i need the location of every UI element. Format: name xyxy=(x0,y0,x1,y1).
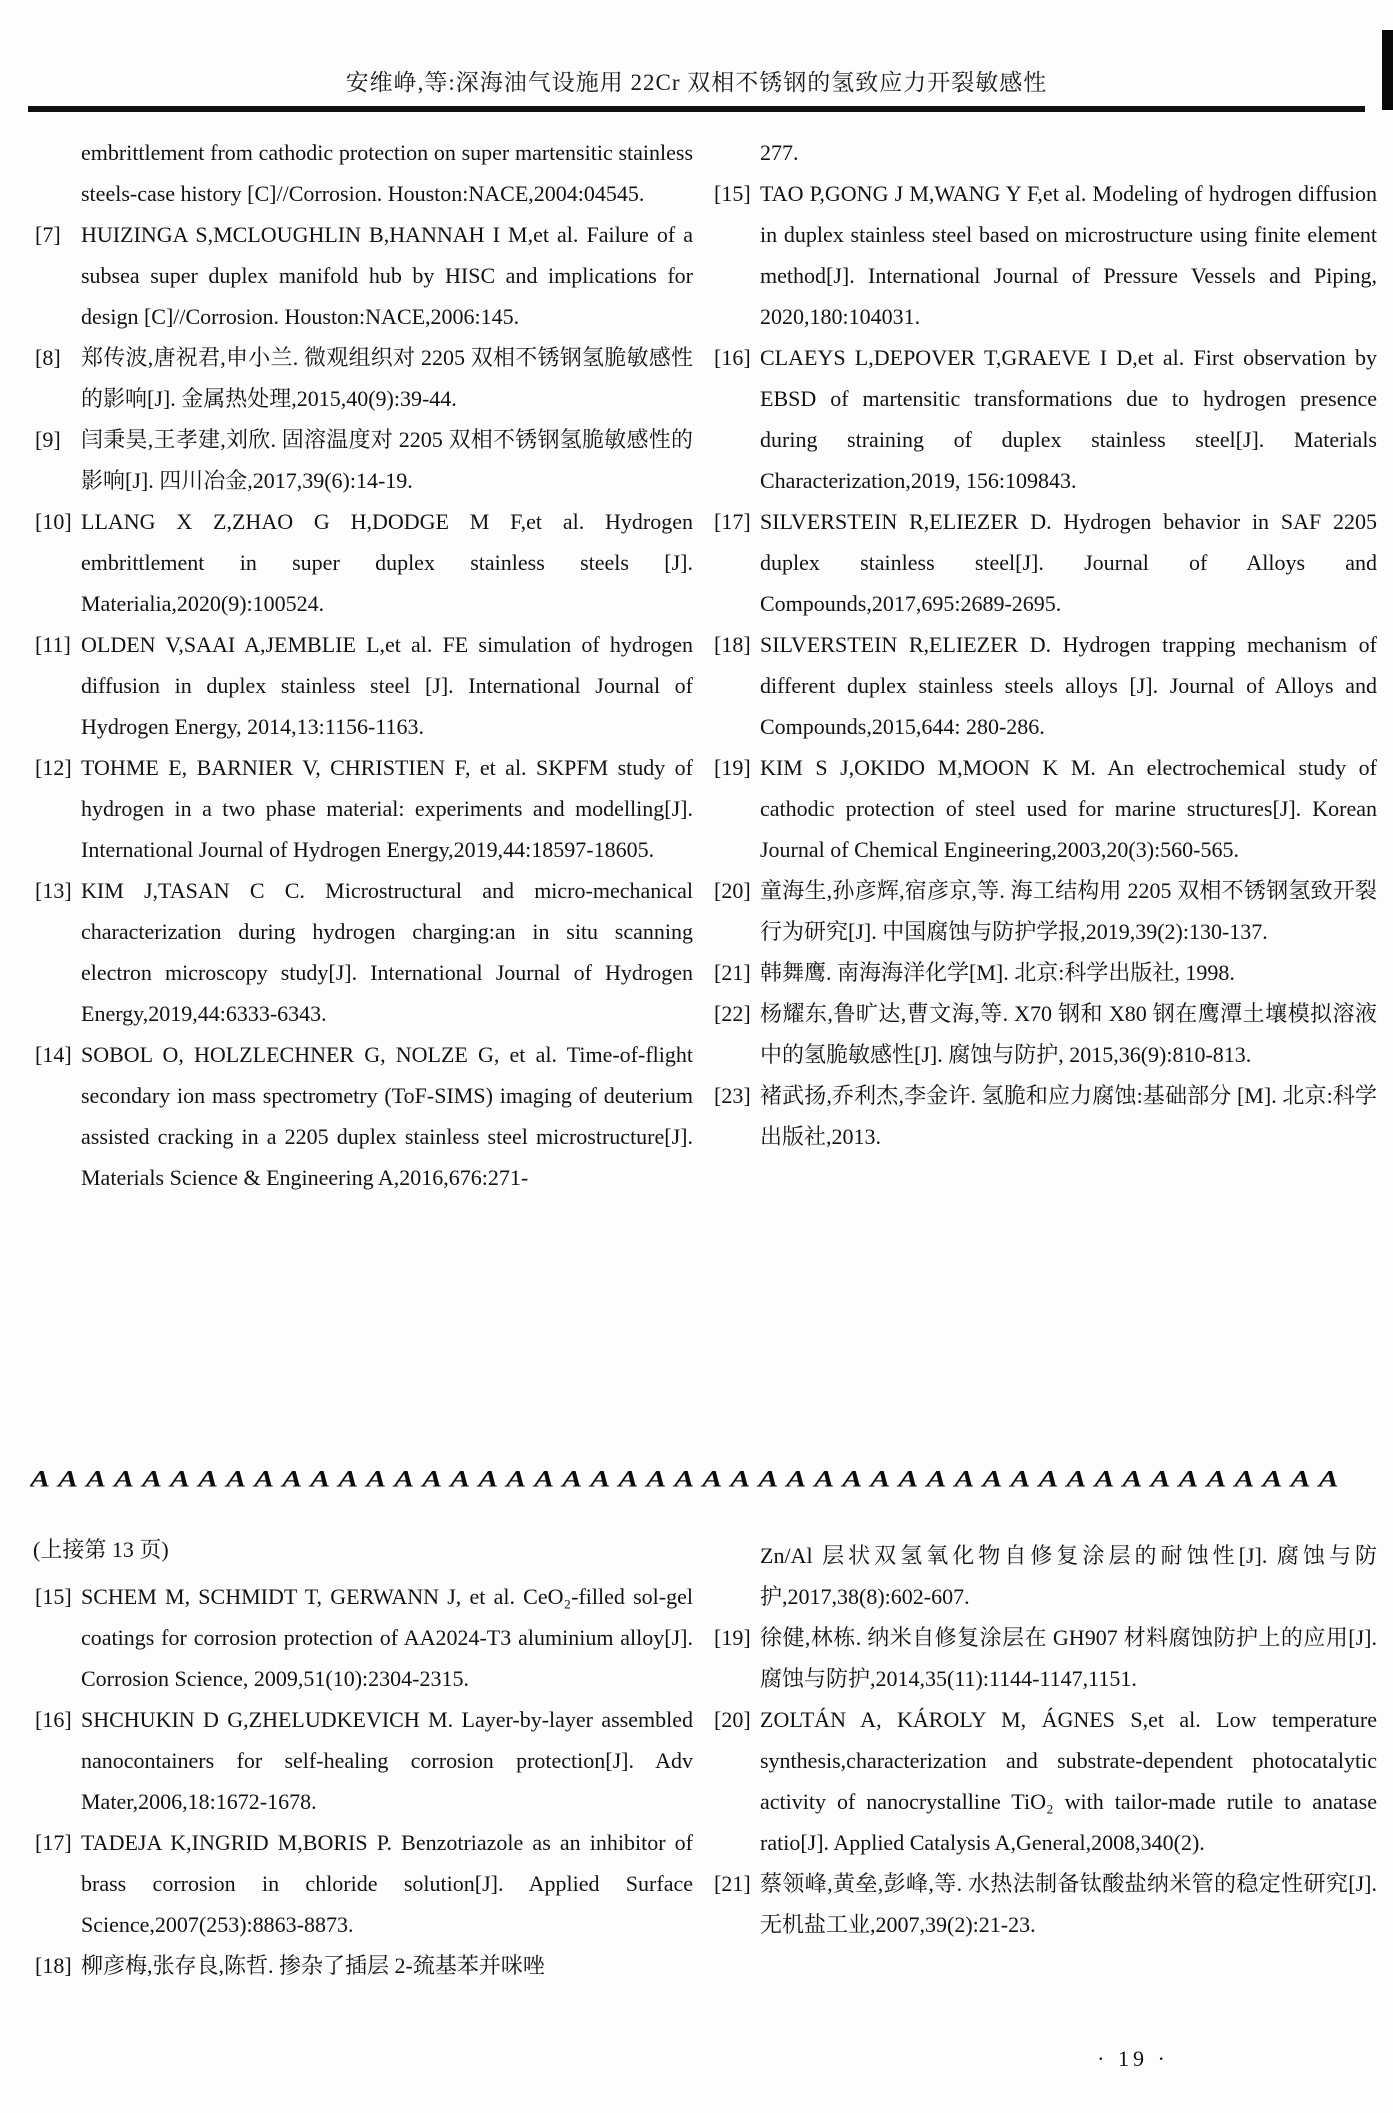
page-number: · 19 · xyxy=(1097,2046,1169,2071)
reference-continuation xyxy=(712,1535,1377,1617)
reference-label: [20] xyxy=(714,1707,751,1732)
reference-label: [7] xyxy=(35,222,61,247)
reference-item xyxy=(33,870,693,1034)
reference-item xyxy=(33,624,693,747)
reference-label: [23] xyxy=(714,1083,751,1108)
reference-item xyxy=(33,1945,693,1986)
reference-label: [11] xyxy=(35,632,71,657)
reference-item xyxy=(712,993,1377,1075)
references-column-bottom-right xyxy=(712,1535,1377,1945)
reference-item xyxy=(33,747,693,870)
reference-text: 闫秉昊,王孝建,刘欣. 固溶温度对 2205 双相不锈钢氢脆敏感性的影响[J]. 四川冶金,2017,39(6):14-19. xyxy=(81,427,693,493)
reference-text: KIM S J,OKIDO M,MOON K M. An electrochemical study of cathodic protection of steel used for marine structures[J]. Korean Journal of Chemical Engineering,2003,20(3):560-565. xyxy=(760,755,1377,862)
reference-item xyxy=(712,1075,1377,1157)
continued-from-note: (上接第 13 页) xyxy=(33,1537,169,1562)
reference-label: [10] xyxy=(35,509,72,534)
reference-label: [17] xyxy=(35,1830,72,1855)
reference-item xyxy=(33,419,693,501)
reference-text: ZOLTÁN A, KÁROLY M, ÁGNES S,et al. Low temperature synthesis,characterization and substrate-dependent photocatalytic activity of nanocrystalline TiO₂ with tailor-made rutile to anatase ratio[J]. Applied Catalysis A,General,2008,340(2). xyxy=(760,1707,1377,1855)
reference-text: 277. xyxy=(760,140,799,165)
reference-item xyxy=(712,624,1377,747)
reference-text: 褚武扬,乔利杰,李金许. 氢脆和应力腐蚀:基础部分 [M]. 北京:科学出版社,2013. xyxy=(760,1083,1377,1149)
reference-item xyxy=(33,1699,693,1822)
reference-text: CLAEYS L,DEPOVER T,GRAEVE I D,et al. First observation by EBSD of martensitic transformations due to hydrogen presence during straining of duplex stainless steel[J]. Materials Characterization,2019, 156:109843. xyxy=(760,345,1377,493)
reference-text: 蔡领峰,黄垒,彭峰,等. 水热法制备钛酸盐纳米管的稳定性研究[J]. 无机盐工业,2007,39(2):21-23. xyxy=(760,1871,1377,1937)
reference-text: KIM J,TASAN C C. Microstructural and micro-mechanical characterization during hydrogen charging:an in situ scanning electron microscopy study[J]. International Journal of Hydrogen Energy,2019,44:6333-6343. xyxy=(81,878,693,1026)
reference-item xyxy=(33,1822,693,1945)
reference-label: [18] xyxy=(35,1953,72,1978)
reference-item xyxy=(712,1699,1377,1863)
reference-label: [18] xyxy=(714,632,751,657)
reference-label: [13] xyxy=(35,878,72,903)
reference-label: [15] xyxy=(714,181,751,206)
reference-text: HUIZINGA S,MCLOUGHLIN B,HANNAH I M,et al. Failure of a subsea super duplex manifold hub by HISC and implications for design [C]//Corrosion. Houston:NACE,2006:145. xyxy=(81,222,693,329)
reference-item xyxy=(712,870,1377,952)
reference-text: SILVERSTEIN R,ELIEZER D. Hydrogen trapping mechanism of different duplex stainless steels alloys [J]. Journal of Alloys and Compounds,2015,644: 280-286. xyxy=(760,632,1377,739)
reference-item xyxy=(33,214,693,337)
reference-label: [17] xyxy=(714,509,751,534)
reference-label: [21] xyxy=(714,1871,751,1896)
reference-item xyxy=(712,747,1377,870)
reference-label: [15] xyxy=(35,1584,72,1609)
header-rule xyxy=(28,106,1365,112)
reference-label: [19] xyxy=(714,755,751,780)
reference-text: 韩舞鹰. 南海海洋化学[M]. 北京:科学出版社, 1998. xyxy=(760,960,1235,985)
reference-item xyxy=(712,337,1377,501)
reference-text: Zn/Al 层状双氢氧化物自修复涂层的耐蚀性[J]. 腐蚀与防护,2017,38(8):602-607. xyxy=(760,1543,1377,1609)
reference-item xyxy=(712,1863,1377,1945)
reference-text: 杨耀东,鲁旷达,曹文海,等. X70 钢和 X80 钢在鹰潭土壤模拟溶液中的氢脆敏感性[J]. 腐蚀与防护, 2015,36(9):810-813. xyxy=(760,1001,1377,1067)
running-title: 安维峥,等:深海油气设施用 22Cr 双相不锈钢的氢致应力开裂敏感性 xyxy=(345,70,1048,95)
reference-text: 徐健,林栋. 纳米自修复涂层在 GH907 材料腐蚀防护上的应用[J]. 腐蚀与防护,2014,35(11):1144-1147,1151. xyxy=(760,1625,1377,1691)
reference-label: [16] xyxy=(35,1707,72,1732)
reference-label: [14] xyxy=(35,1042,72,1067)
reference-label: [21] xyxy=(714,960,751,985)
reference-label: [12] xyxy=(35,755,72,780)
reference-label: [8] xyxy=(35,345,61,370)
reference-item xyxy=(33,501,693,624)
reference-item xyxy=(33,1034,693,1198)
reference-item xyxy=(712,173,1377,337)
reference-text: SOBOL O, HOLZLECHNER G, NOLZE G, et al. Time-of-flight secondary ion mass spectrometry (ToF-SIMS) imaging of deuterium assisted cracking in a 2205 duplex stainless steel microstructure[J]. Materials Science & Engineering A,2016,676:271- xyxy=(81,1042,693,1190)
wave-divider: AAAAAAAAAAAAAAAAAAAAAAAAAAAAAAAAAAAAAAAAAAAAAAA xyxy=(30,1468,1347,1493)
reference-text: 郑传波,唐祝君,申小兰. 微观组织对 2205 双相不锈钢氢脆敏感性的影响[J]. 金属热处理,2015,40(9):39-44. xyxy=(81,345,693,411)
reference-text: SILVERSTEIN R,ELIEZER D. Hydrogen behavior in SAF 2205 duplex stainless steel[J]. Journal of Alloys and Compounds,2017,695:2689-2695. xyxy=(760,509,1377,616)
reference-item xyxy=(33,1576,693,1699)
reference-text: SHCHUKIN D G,ZHELUDKEVICH M. Layer-by-layer assembled nanocontainers for self-healing corrosion protection[J]. Adv Mater,2006,18:1672-1678. xyxy=(81,1707,693,1814)
reference-text: TAO P,GONG J M,WANG Y F,et al. Modeling of hydrogen diffusion in duplex stainless steel based on microstructure using finite element method[J]. International Journal of Pressure Vessels and Piping, 2020,180:104031. xyxy=(760,181,1377,329)
reference-text: OLDEN V,SAAI A,JEMBLIE L,et al. FE simulation of hydrogen diffusion in duplex stainless steel [J]. International Journal of Hydrogen Energy, 2014,13:1156-1163. xyxy=(81,632,693,739)
reference-label: [19] xyxy=(714,1625,751,1650)
reference-label: [16] xyxy=(714,345,751,370)
reference-text: TOHME E, BARNIER V, CHRISTIEN F, et al. SKPFM study of hydrogen in a two phase material: experiments and modelling[J]. International Journal of Hydrogen Energy,2019,44:18597-18605. xyxy=(81,755,693,862)
references-column-top-left xyxy=(33,132,693,1198)
reference-text: SCHEM M, SCHMIDT T, GERWANN J, et al. CeO₂-filled sol-gel coatings for corrosion protection of AA2024-T3 aluminium alloy[J]. Corrosion Science, 2009,51(10):2304-2315. xyxy=(81,1584,693,1691)
reference-item xyxy=(33,337,693,419)
reference-text: LLANG X Z,ZHAO G H,DODGE M F,et al. Hydrogen embrittlement in super duplex stainless steels [J]. Materialia,2020(9):100524. xyxy=(81,509,693,616)
scan-artifact xyxy=(1382,30,1393,110)
reference-label: [9] xyxy=(35,427,61,452)
reference-continuation xyxy=(712,132,1377,173)
reference-text: embrittlement from cathodic protection on super martensitic stainless steels-case history [C]//Corrosion. Houston:NACE,2004:04545. xyxy=(81,140,693,206)
reference-text: TADEJA K,INGRID M,BORIS P. Benzotriazole as an inhibitor of brass corrosion in chloride solution[J]. Applied Surface Science,2007(253):8863-8873. xyxy=(81,1830,693,1937)
reference-label: [22] xyxy=(714,1001,751,1026)
reference-item xyxy=(712,952,1377,993)
reference-item xyxy=(712,501,1377,624)
references-column-top-right xyxy=(712,132,1377,1157)
references-column-bottom-left xyxy=(33,1576,693,1986)
reference-continuation xyxy=(33,132,693,214)
reference-item xyxy=(712,1617,1377,1699)
reference-label: [20] xyxy=(714,878,751,903)
reference-text: 柳彦梅,张存良,陈哲. 掺杂了插层 2-巯基苯并咪唑 xyxy=(81,1953,545,1978)
reference-text: 童海生,孙彦辉,宿彦京,等. 海工结构用 2205 双相不锈钢氢致开裂行为研究[J]. 中国腐蚀与防护学报,2019,39(2):130-137. xyxy=(760,878,1377,944)
